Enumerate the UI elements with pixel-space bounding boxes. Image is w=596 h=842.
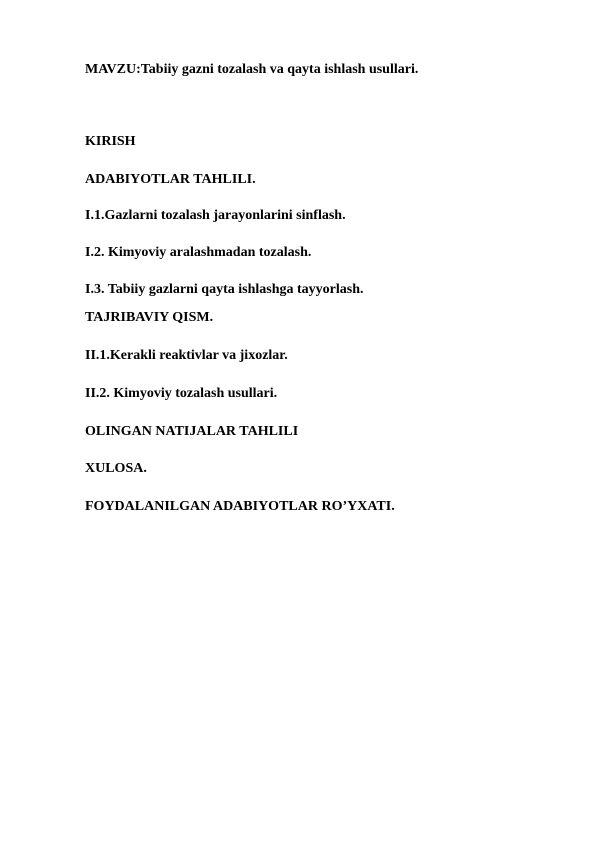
toc-item-2-1: II.1.Kerakli reaktivlar va jixozlar. <box>85 348 288 363</box>
toc-item-adabiyotlar-royxati: FOYDALANILGAN ADABIYOTLAR RO’YXATI. <box>85 499 395 514</box>
toc-item-1-1: I.1.Gazlarni tozalash jarayonlarini sinflash. <box>85 208 346 223</box>
toc-item-xulosa: XULOSA. <box>85 461 147 476</box>
document-title: MAVZU:Tabiiy gazni tozalash va qayta ishlash usullari. <box>85 62 419 77</box>
toc-item-adabiyotlar-tahlili: ADABIYOTLAR TAHLILI. <box>85 172 256 187</box>
toc-item-kirish: KIRISH <box>85 134 136 149</box>
toc-item-tajribaviy-qism: TAJRIBAVIY QISM. <box>85 310 214 325</box>
toc-item-1-2: I.2. Kimyoviy aralashmadan tozalash. <box>85 245 312 260</box>
toc-item-2-2: II.2. Kimyoviy tozalash usullari. <box>85 386 278 401</box>
toc-item-natijalar-tahlili: OLINGAN NATIJALAR TAHLILI <box>85 424 299 439</box>
toc-item-1-3: I.3. Tabiiy gazlarni qayta ishlashga tayyorlash. <box>85 282 364 297</box>
